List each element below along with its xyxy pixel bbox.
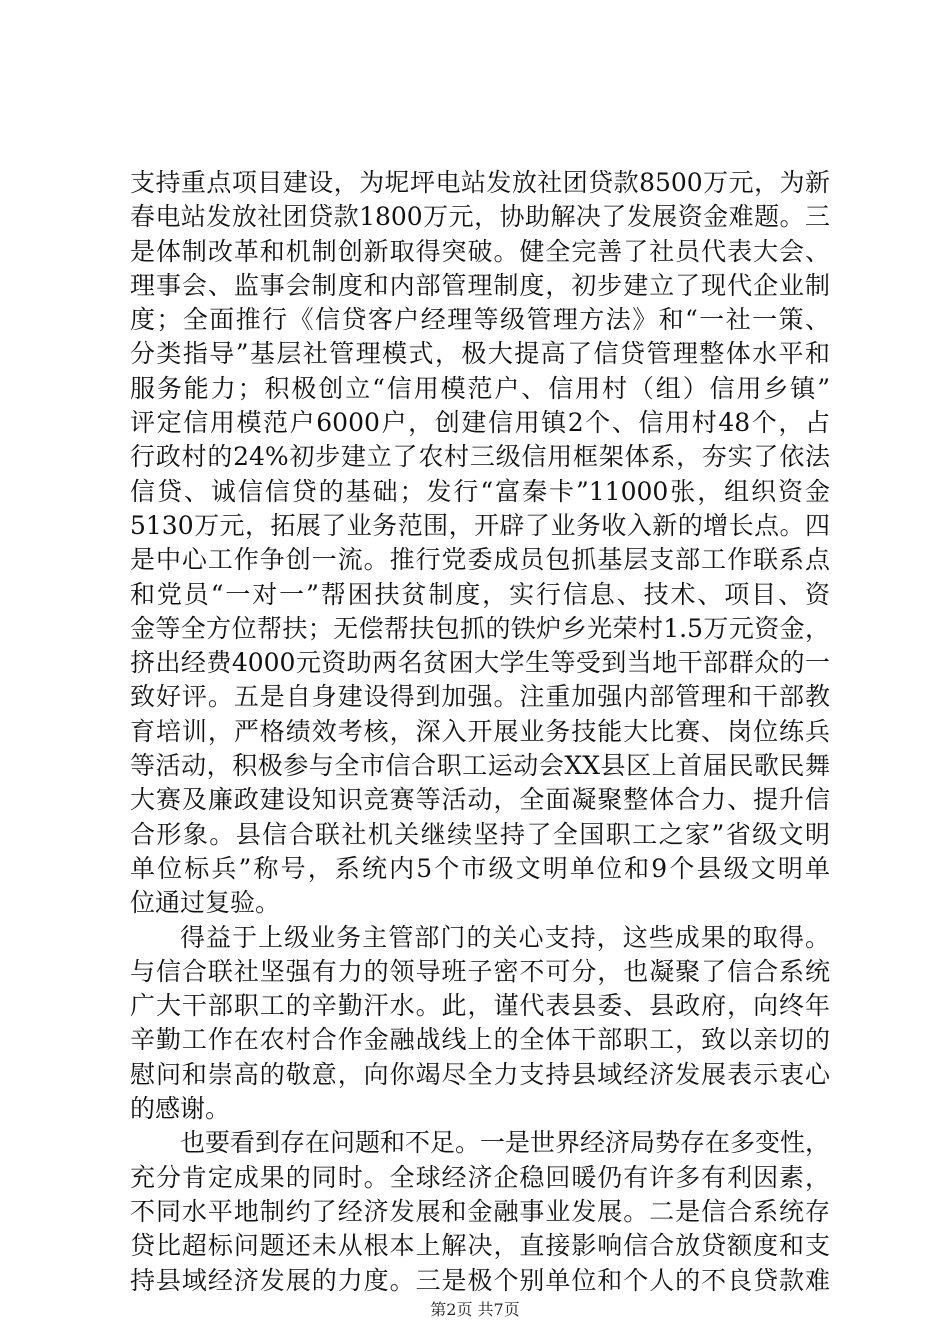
text-line: 不同水平地制约了经济发展和金融事业发展。二是信合系统存 xyxy=(130,1196,830,1226)
text-line: 致好评。五是自身建设得到加强。注重加强内部管理和干部教 xyxy=(130,682,830,712)
text-line: 慰问和崇高的敬意，向你竭尽全力支持县域经济发展表示衷心 xyxy=(130,1059,830,1089)
text-line: 信贷、诚信信贷的基础；发行“富秦卡”11000张，组织资金 xyxy=(130,476,830,506)
text-line: 位通过复验。 xyxy=(130,888,281,918)
text-line: 和党员“一对一”帮困扶贫制度，实行信息、技术、项目、资 xyxy=(130,579,830,609)
text-line: 贷比超标问题还未从根本上解决，直接影响信合放贷额度和支 xyxy=(130,1231,830,1261)
text-line: 度；全面推行《信贷客户经理等级管理方法》和“一社一策、 xyxy=(130,305,830,335)
text-line: 支持重点项目建设，为坭坪电站发放社团贷款8500万元，为新 xyxy=(130,168,830,197)
text-line: 广大干部职工的辛勤汗水。此，谨代表县委、县政府，向终年 xyxy=(130,991,830,1021)
text-line: 挤出经费4000元资助两名贫困大学生等受到当地干部群众的一 xyxy=(130,648,830,678)
text-line: 金等全方位帮扶；无偿帮扶包抓的铁炉乡光荣村1.5万元资金， xyxy=(130,613,830,643)
text-line: 辛勤工作在农村合作金融战线上的全体干部职工，致以亲切的 xyxy=(130,1025,830,1055)
text-line: 的感谢。 xyxy=(130,1094,231,1124)
text-line: 5130万元，拓展了业务范围，开辟了业务收入新的增长点。四 xyxy=(130,510,830,540)
text-line: 合形象。县信合联社机关继续坚持了全国职工之家”省级文明 xyxy=(130,819,830,849)
text-line: 得益于上级业务主管部门的关心支持，这些成果的取得。 xyxy=(180,922,830,952)
text-line: 服务能力；积极创立“信用模范户、信用村（组）信用乡镇” xyxy=(130,373,830,403)
text-line: 是中心工作争创一流。推行党委成员包抓基层支部工作联系点 xyxy=(130,545,830,575)
text-line: 大赛及廉政建设知识竞赛等活动，全面凝聚整体合力、提升信 xyxy=(130,785,830,815)
page-footer: 第2页 共7页 xyxy=(430,1300,520,1319)
text-line: 等活动，积极参与全市信合职工运动会XX县区上首届民歌民舞 xyxy=(130,751,830,781)
text-line: 充分肯定成果的同时。全球经济企稳回暖仍有许多有利因素， xyxy=(130,1162,830,1192)
text-line: 与信合联社坚强有力的领导班子密不可分，也凝聚了信合系统 xyxy=(130,956,830,986)
text-line: 也要看到存在问题和不足。一是世界经济局势存在多变性， xyxy=(180,1128,831,1158)
text-line: 春电站发放社团贷款1800万元，协助解决了发展资金难题。三 xyxy=(130,202,830,232)
text-line: 理事会、监事会制度和内部管理制度，初步建立了现代企业制 xyxy=(130,270,830,300)
text-line: 育培训，严格绩效考核，深入开展业务技能大比赛、岗位练兵 xyxy=(130,716,830,746)
text-line: 单位标兵”称号，系统内5个市级文明单位和9个县级文明单 xyxy=(130,853,830,883)
text-line: 是体制改革和机制创新取得突破。健全完善了社员代表大会、 xyxy=(130,236,830,266)
text-line: 分类指导”基层社管理模式，极大提高了信贷管理整体水平和 xyxy=(130,339,830,369)
document-body xyxy=(130,166,830,1298)
text-line: 评定信用模范户6000户，创建信用镇2个、信用村48个，占 xyxy=(130,408,830,438)
text-line: 行政村的24%初步建立了农村三级信用框架体系，夯实了依法 xyxy=(130,442,830,472)
text-line: 持县域经济发展的力度。三是极个别单位和个人的不良贷款难 xyxy=(130,1265,830,1295)
